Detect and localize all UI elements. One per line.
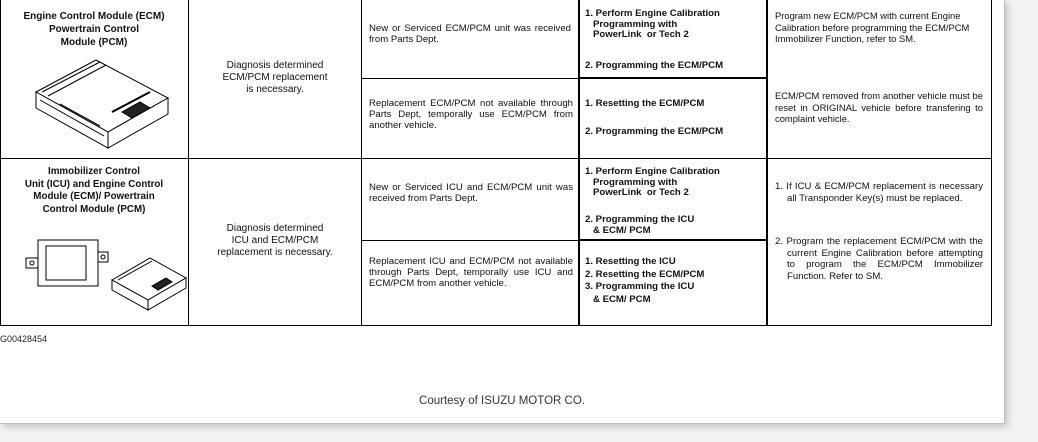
table-col-divider-2 [361, 0, 362, 326]
component-label-ecm: Engine Control Module (ECM) Powertrain Control Module (PCM) [23, 11, 165, 48]
row-divider-2b [579, 239, 767, 241]
courtesy-caption: Courtesy of ISUZU MOTOR CO. [419, 395, 585, 407]
table-col-divider-4 [766, 0, 768, 326]
table-border-right [991, 0, 992, 326]
procedure-ecm-new-2: 2. Programming the ECM/PCM [585, 60, 724, 71]
table-border-bottom [0, 325, 992, 326]
note-icu-1: 1. If ICU & ECM/PCM replacement is necessary all Transponder Key(s) must be replaced. [775, 181, 983, 204]
diagnosis-icu-ecm: Diagnosis determined ICU and ECM/PCM replacement is necessary. [217, 223, 333, 258]
procedure-icu-new-1: 1. Perform Engine Calibration Programming with PowerLink or Tech 2 [585, 166, 720, 198]
condition-ecm-replacement: Replacement ECM/PCM not available through Parts Dept, temporally use ECM/PCM from another vehicle. [369, 98, 573, 131]
condition-icu-new: New or Serviced ICU and ECM/PCM unit was received from Parts Dept. [369, 182, 573, 204]
procedure-ecm-replacement-1: 1. Resetting the ECM/PCM [585, 98, 705, 109]
table-col-divider-1 [188, 0, 189, 326]
note-ecm-replacement: ECM/PCM removed from another vehicle must be reset in ORIGINAL vehicle before transfering to complaint vehicle. [775, 90, 983, 124]
note-icu-2: 2. Program the replacement ECM/PCM with the current Engine Calibration before attempting to program the ECM/PCM Immobilizer Function. Refer to SM. [775, 236, 983, 282]
row-divider-2a [361, 240, 579, 241]
figure-id: G00428454 [0, 334, 48, 344]
procedure-icu-new-2: 2. Programming the ICU & ECM/ PCM [585, 214, 695, 236]
diagnosis-ecm: Diagnosis determined ECM/PCM replacement is necessary. [222, 60, 328, 95]
table-border-left [0, 0, 1, 326]
row-divider-1b [579, 77, 767, 79]
condition-icu-replacement: Replacement ICU and ECM/PCM not available through Parts Dept, temporally use ICU and ECM/PCM from another vehicle. [369, 256, 573, 289]
table-col-divider-3 [578, 0, 580, 326]
procedure-ecm-replacement-2: 2. Programming the ECM/PCM [585, 126, 724, 137]
procedure-ecm-new-1: 1. Perform Engine Calibration Programming with PowerLink or Tech 2 [585, 8, 720, 40]
procedure-icu-replacement: 1. Resetting the ICU 2. Resetting the ECM/PCM 3. Programming the ICU & ECM/ PCM [585, 256, 705, 305]
note-ecm-new: Program new ECM/PCM with current Engine Calibration before programming the ECM/PCM Immobilizer Function, refer to SM. [775, 10, 970, 44]
group-divider [0, 158, 992, 159]
component-label-icu-ecm: Immobilizer Control Unit (ICU) and Engine Control Module (ECM)/ Powertrain Control Module (PCM) [24, 166, 164, 215]
condition-ecm-new: New or Serviced ECM/PCM unit was received from Parts Dept. [369, 23, 571, 45]
